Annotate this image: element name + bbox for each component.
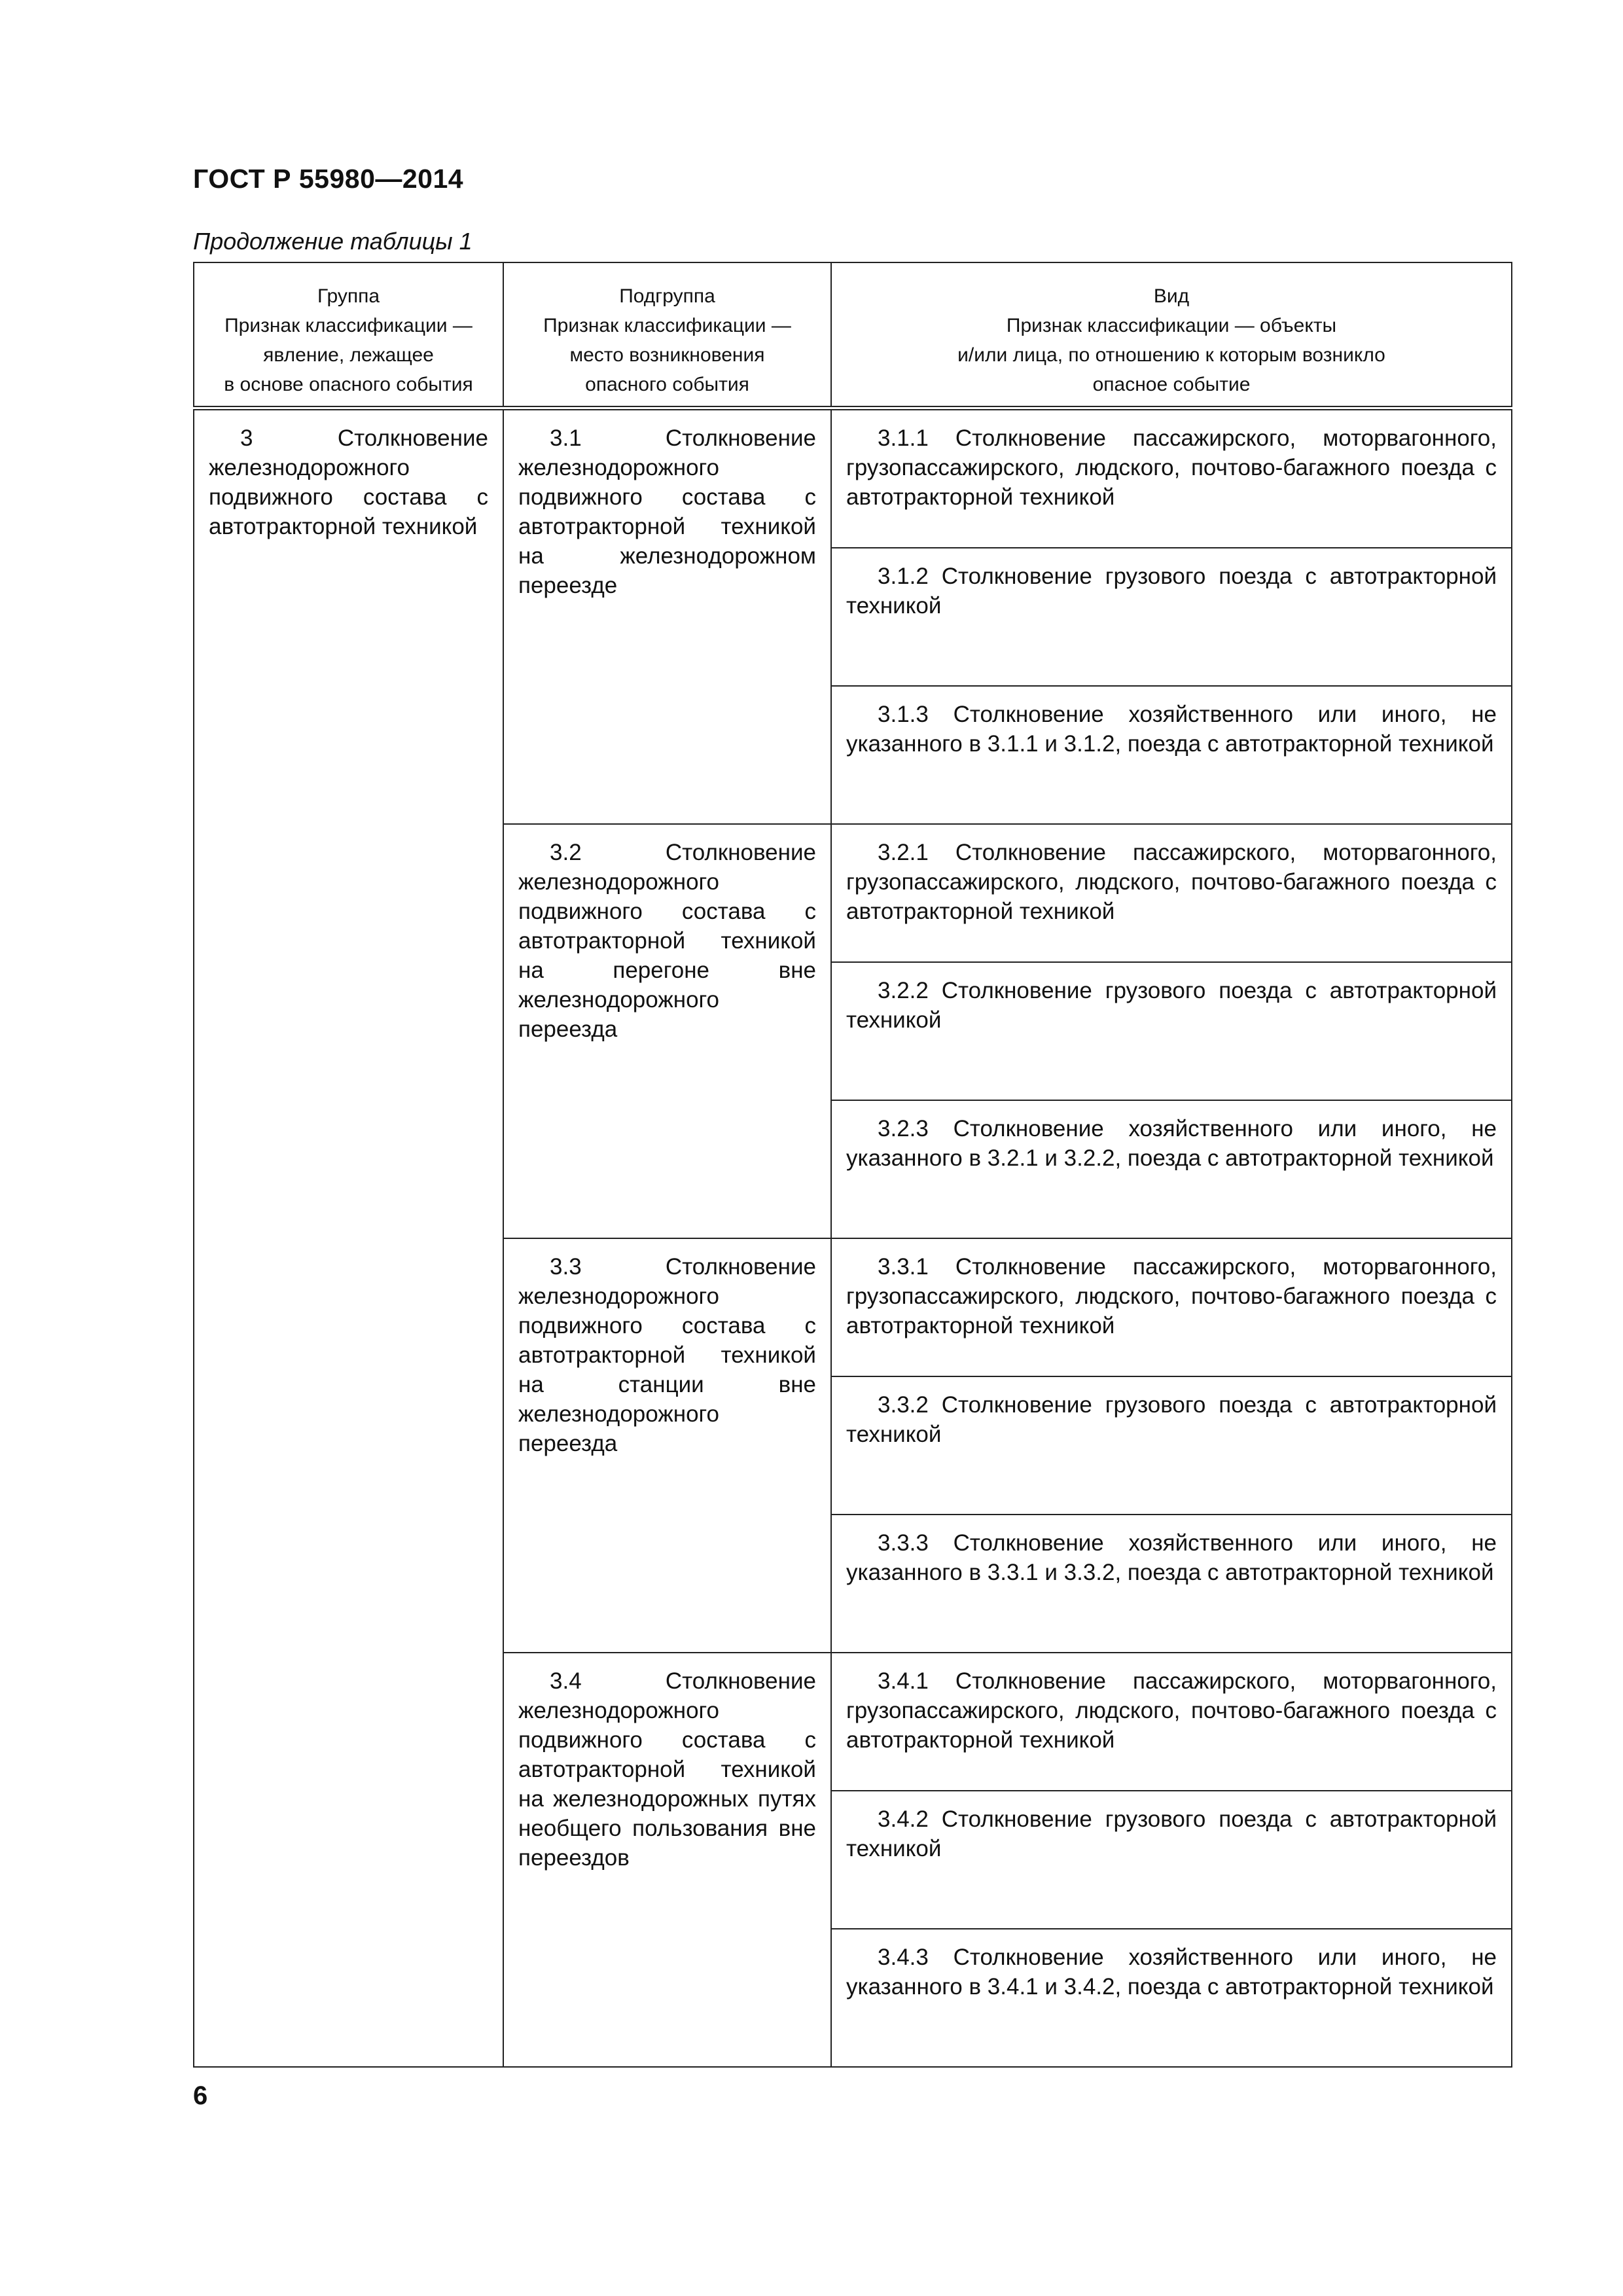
table-header-row (194, 262, 1512, 408)
type-cell: 3.1.1 Столкновение пассажирского, моторвагонного, грузопассажирского, людского, почтово-багажного поезда с автотракторной техникой (831, 408, 1512, 548)
type-cell: 3.3.2 Столкновение грузового поезда с автотракторной техникой (831, 1376, 1512, 1515)
column-header-subgroup: Подгруппа Признак классификации — место возникновения опасного события (503, 262, 831, 408)
subgroup-cell: 3.4 Столкновение железнодорожного подвижного состава с автотракторной техникой на железнодорожных путях необщего пользования вне переездов (503, 1653, 831, 2067)
type-cell: 3.1.3 Столкновение хозяйственного или иного, не указанного в 3.1.1 и 3.1.2, поезда с автотракторной техникой (831, 686, 1512, 824)
column-header-group: Группа Признак классификации — явление, лежащее в основе опасного события (194, 262, 503, 408)
page-number: 6 (193, 2081, 208, 2110)
classification-table (193, 262, 1512, 2068)
document-code: ГОСТ Р 55980—2014 (193, 164, 464, 194)
subgroup-cell: 3.2 Столкновение железнодорожного подвижного состава с автотракторной техникой на перегоне вне железнодорожного переезда (503, 824, 831, 1238)
table-row (194, 408, 1512, 548)
type-cell: 3.2.3 Столкновение хозяйственного или иного, не указанного в 3.2.1 и 3.2.2, поезда с автотракторной техникой (831, 1100, 1512, 1238)
table-caption: Продолжение таблицы 1 (193, 228, 473, 255)
type-cell: 3.1.2 Столкновение грузового поезда с автотракторной техникой (831, 548, 1512, 686)
subgroup-cell: 3.3 Столкновение железнодорожного подвижного состава с автотракторной техникой на станции вне железнодорожного переезда (503, 1238, 831, 1653)
type-cell: 3.4.2 Столкновение грузового поезда с автотракторной техникой (831, 1791, 1512, 1929)
subgroup-cell: 3.1 Столкновение железнодорожного подвижного состава с автотракторной техникой на железнодорожном переезде (503, 408, 831, 824)
type-cell: 3.3.3 Столкновение хозяйственного или иного, не указанного в 3.3.1 и 3.3.2, поезда с автотракторной техникой (831, 1515, 1512, 1653)
type-cell: 3.2.2 Столкновение грузового поезда с автотракторной техникой (831, 962, 1512, 1100)
type-cell: 3.3.1 Столкновение пассажирского, моторвагонного, грузопассажирского, людского, почтово-багажного поезда с автотракторной техникой (831, 1238, 1512, 1376)
column-header-type: Вид Признак классификации — объекты и/или лица, по отношению к которым возникло опасное событие (831, 262, 1512, 408)
type-cell: 3.4.3 Столкновение хозяйственного или иного, не указанного в 3.4.1 и 3.4.2, поезда с автотракторной техникой (831, 1929, 1512, 2067)
group-cell: 3 Столкновение железнодорожного подвижного состава с автотракторной техникой (194, 408, 503, 2067)
type-cell: 3.4.1 Столкновение пассажирского, моторвагонного, грузопассажирского, людского, почтово-багажного поезда с автотракторной техникой (831, 1653, 1512, 1791)
type-cell: 3.2.1 Столкновение пассажирского, моторвагонного, грузопассажирского, людского, почтово-багажного поезда с автотракторной техникой (831, 824, 1512, 962)
